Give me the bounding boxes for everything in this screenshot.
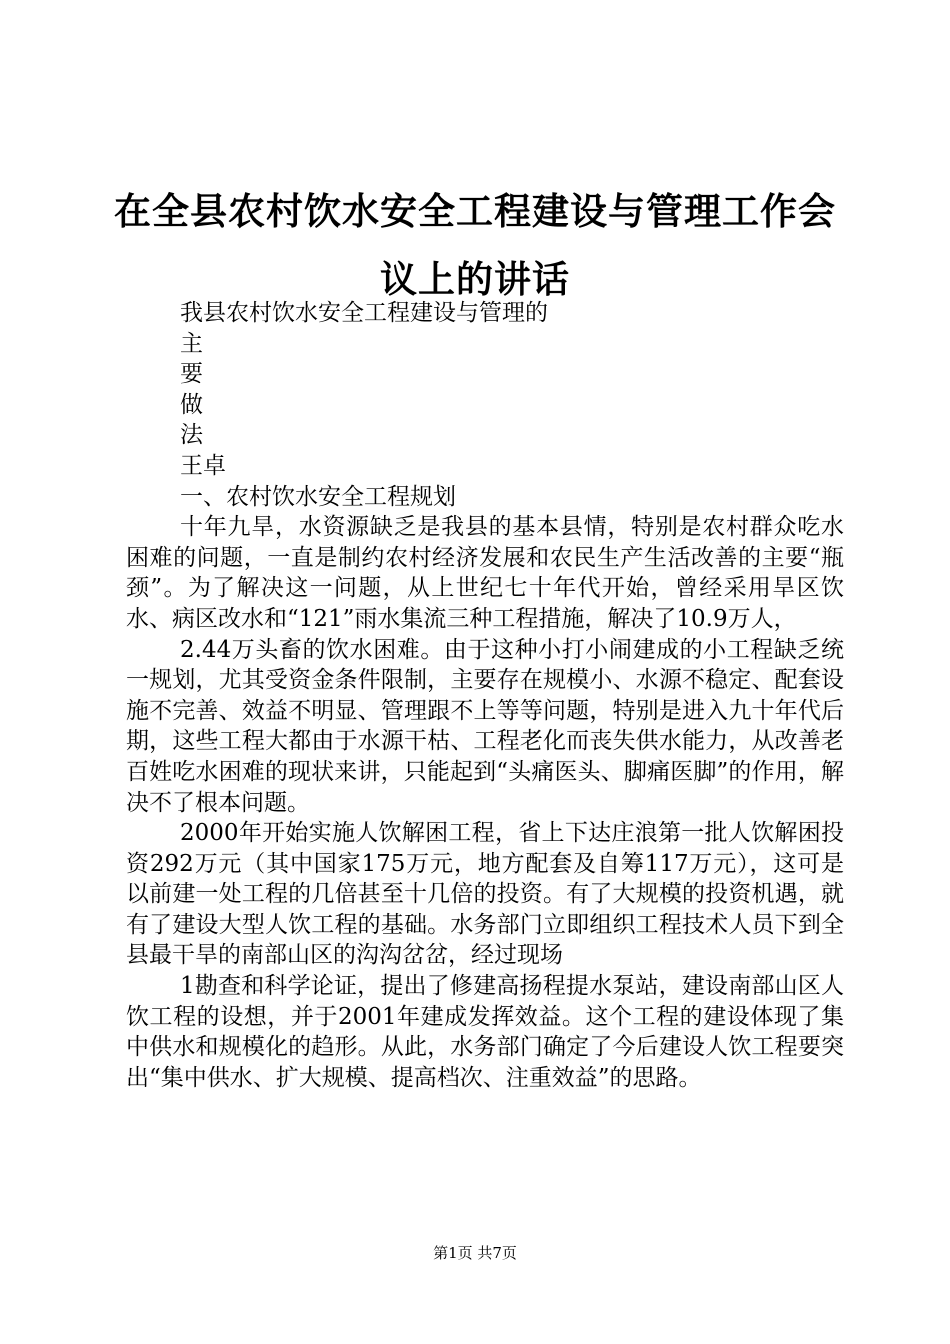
author-name: 王卓: [180, 452, 226, 479]
document-body: [126, 298, 844, 1093]
body-paragraph: 2.44万头畜的饮水困难。由于这种小打小闹建成的小工程缺乏统一规划，尤其受资金条件限制，主要存在规模小、水源不稳定、配套设施不完善、效益不明显、管理跟不上等等问题，特别是进入九十年代后期，这些工程大都由于水源干枯、工程老化而丧失供水能力，从改善老百姓吃水困难的现状来讲，只能起到“头痛医头、脚痛医脚”的作用，解决不了根本问题。: [126, 636, 844, 816]
body-paragraph: 十年九旱，水资源缺乏是我县的基本县情，特别是农村群众吃水困难的问题，一直是制约农村经济发展和农民生产生活改善的主要“瓶颈”。为了解决这一问题，从上世纪七十年代开始，曾经采用旱区饮水、病区改水和“121”雨水集流三种工程措施，解决了10.9万人，: [126, 514, 844, 632]
vertical-char: 主: [180, 330, 203, 357]
vertical-char: 要: [180, 361, 203, 388]
vertical-char: 做: [180, 391, 203, 418]
body-paragraph: 1勘查和科学论证，提出了修建高扬程提水泵站，建设南部山区人饮工程的设想，并于2001年建成发挥效益。这个工程的建设体现了集中供水和规模化的趋形。从此，水务部门确定了今后建设人饮工程要突出“集中供水、扩大规模、提高档次、注重效益”的思路。: [126, 973, 844, 1091]
page-footer: 第1页 共7页: [433, 1244, 517, 1262]
body-paragraph: 2000年开始实施人饮解困工程，省上下达庄浪第一批人饮解困投资292万元（其中国家175万元，地方配套及自筹117万元），这可是以前建一处工程的几倍甚至十几倍的投资。有了大规模的投资机遇，就有了建设大型人饮工程的基础。水务部门立即组织工程技术人员下到全县最干旱的南部山区的沟沟岔岔，经过现场: [126, 820, 844, 969]
document-title: 在全县农村饮水安全工程建设与管理工作会议上的讲话: [114, 190, 836, 301]
subtitle-line: 我县农村饮水安全工程建设与管理的: [180, 300, 548, 326]
section-heading: 一、农村饮水安全工程规划: [180, 483, 456, 510]
vertical-char: 法: [180, 422, 203, 449]
